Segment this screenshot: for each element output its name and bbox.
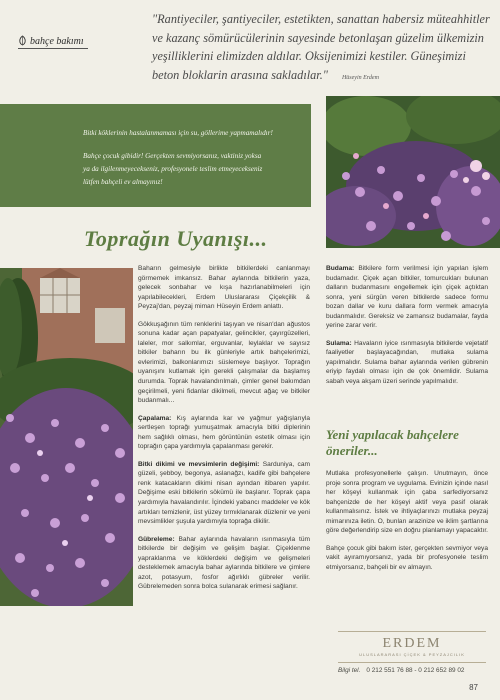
highlight-line-4: lütfen bahçeli ev almayınız! bbox=[83, 178, 163, 186]
pull-quote-text: "Rantiyeciler, şantiyeciler, estetikten, sanattan habersiz müteahhitler ve kazanç sömürücülerinin sayesinde betonlaşan güzelim ülkemizin yeşilliklerini elimizden aldılar. Oksijenimizi kestiler. Güneşimizi beton bloklarin arasına sakladılar." bbox=[152, 12, 490, 82]
subheading-recommendations: Yeni yapılacak bahçelere öneriler... bbox=[326, 427, 459, 458]
fertilizing-heading: Gübreleme: bbox=[138, 535, 175, 543]
contact-label: Bilgi tel. bbox=[338, 667, 361, 674]
highlight-line-1: Bitki köklerinin hastalanmaması için su, göllerime yapmamalıdır! bbox=[83, 129, 273, 137]
logo-subtitle: ULUSLARARASI ÇİÇEK & PEYZAJCILIK bbox=[359, 652, 465, 657]
paragraph-professionals: Mutlaka profesyonellerle çalışın. Unutmayın, önce proje sonra program ve uygulama. Evinizin içinde nasıl her köşeyi kullanmak için çaba sarfediyorsanız bahçenizde de her köşeyi aktif veya pasif olarak kullanmalısınız. İstek ve ihtiyaçlarınızı mutlaka peyzaj mimarınıza iletin. O, bunları arazinize ve iklim şartlarına göre değerlendirip size en doğru planlamayı yapacaktır. bbox=[326, 470, 489, 535]
watering-heading: Sulama: bbox=[326, 339, 352, 347]
pruning-heading: Budama: bbox=[326, 265, 355, 272]
intro-paragraph: Baharın gelmesiyle birlikte bitkilerdeki canlanmayı görmemek imkansız. Bahar aylarında bitkilerin yaza, gelecek sonbahar ve kışa hazırlanabilmeleri için yapılabilecekleri, Erdem Uluslararası Çiçekçilik & Peyzaj'dan, peyzaj mimarı Hüseyin Erdem anlattı. bbox=[138, 265, 310, 311]
section-tag bbox=[18, 35, 84, 47]
paragraph-spring: Gökkuşağının tüm renklerini taşıyan ve nisan'dan ağustos sonuna kadar açan papatyalar, gelincikler, çayırgüzelleri, laleler, mor salkımlar, erguvanlar, leylaklar ve sayısız bitkiler baharın bu ilk günleriyle artık bahçelerimizi, evlerimizi, balkonlarımızı süslemeye başlıyor. Toprağın uyanışını kutlamak için gerekli çalışmalar da başlamış durumda. Toprak havalandırılmalı, çimler genel bakımdan geçirilmeli, yeni fidanlar dikilmeli, mevcut ağaç ve bitkiler budanmalı... bbox=[138, 320, 310, 405]
erdem-logo bbox=[338, 631, 486, 663]
article-column-2 bbox=[326, 264, 488, 395]
section-tag-label: bahçe bakımı bbox=[30, 36, 84, 47]
flower-photo-top bbox=[326, 96, 500, 248]
paragraph-watering: Sulama: Havaların iyice ısınmasıyla bitkilerde vejetatif faaliyetler başlayacağından, mutlaka sulama yapılmalıdır. Sulama bahar aylarında verilen gübrenin eriyip faydalı olması için de çok önemlidir. Sulama sabah veya akşam üzeri serinde yapılmalıdır. bbox=[326, 339, 488, 386]
paragraph-closing: Bahçe çocuk gibi bakım ister, gerçekten sevmiyor veya vakit ayıramıyorsanız, yada bir profesyonele teslim etmiyorsanız, bahçeli bir ev almayın. bbox=[326, 544, 488, 571]
logo-brand: ERDEM bbox=[382, 636, 442, 651]
pull-quote bbox=[152, 10, 492, 87]
article-column-3 bbox=[326, 469, 488, 580]
highlight-line-3: ya da ilgilenmeyecekseniz, profesyonele teslim etmeyecekseniz bbox=[83, 165, 263, 173]
article-column-1 bbox=[138, 264, 310, 600]
highlight-box bbox=[0, 104, 311, 207]
planting-heading: Bitki dikimi ve mevsimlerin değişimi: bbox=[138, 460, 260, 468]
section-tag-divider bbox=[18, 48, 88, 49]
contact-phones: 0 212 551 76 88 - 0 212 652 89 02 bbox=[366, 667, 465, 674]
paragraph-planting: Bitki dikimi ve mevsimlerin değişimi: Sarduniya, cam güzeli, şebboy, begonya, aslanağzı, kadife gibi bahçelere renk katacakların dikimi nisan ayından itibaren yapılır. Değişime eski bitkilerin sökümü ile başlanır. Toprak çapa yardımıyla havalandırılır. İçindeki yabancı maddeler ve kök artıkları temizlenir, üst yüzey tırmıklanarak düzlenir ve yeni mevsimlikler şuşula yardımıyla toprağa dikilir. bbox=[138, 460, 310, 526]
paragraph-pruning: Budama: Bitkilere form verilmesi için yapılan işlem budamadır. Çiçek açan bitkiler, tomurcukları bulunan dalların budanmasını engellemek için çiçek açtıktan sonra, yeni sürgün veren bitkilerde sadece formu bozan dallar ve kuru dallara form vermek amacıyla budanmalıdır. Gereksiz ve zamansız budamalar, fayda yerine zarar verir. bbox=[326, 265, 488, 330]
leaf-icon bbox=[18, 35, 27, 46]
paragraph-hoeing: Çapalama: Kış aylarında kar ve yağmur yağışlarıyla sertleşen toprağı yumuşatmak amacıyla bitki diplerinin hem sağlıklı olması, hem görüntünün estetik olması için toprağın çapa yardımıyla çapalanması gerekir. bbox=[138, 414, 310, 451]
paragraph-fertilizing: Gübreleme: Bahar aylarında havaların ısınmasıyla tüm bitkilerde bir değişim ve gelişim başlar. Çiçeklenme yapraklanma ve köklerdeki değişim ve gelişmeleri desteklemek amacıyla bahar aylarında bitkilere ve çimlere azot, potasyum, fosfor ağırlıklı gübreler verilir. Gübrelemeden sonra bolca sulanarak erimesi sağlanır. bbox=[138, 535, 310, 591]
quote-author: Hüseyin Erdem bbox=[341, 74, 379, 81]
hoeing-heading: Çapalama: bbox=[138, 414, 172, 422]
article-title: Toprağın Uyanışı... bbox=[84, 226, 268, 251]
garden-house-photo bbox=[0, 268, 133, 606]
page-number: 87 bbox=[469, 683, 478, 692]
highlight-line-2: Bahçe çocuk gibidir! Gerçekten sevmiyorsanız, vaktiniz yoksa bbox=[83, 152, 262, 160]
contact-info bbox=[338, 667, 464, 674]
